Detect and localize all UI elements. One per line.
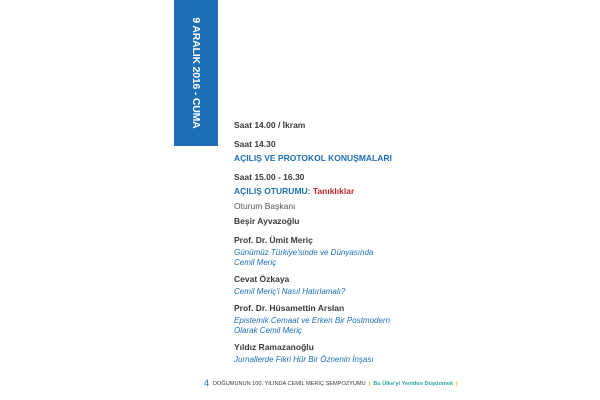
speaker-name: Cevat Özkaya — [234, 274, 290, 284]
slot1-time: Saat 14.00 / İkram — [234, 120, 306, 130]
footer-separator: | — [368, 381, 371, 387]
slot3-title-suffix: Tanıklıklar — [310, 186, 355, 196]
speaker-name: Yıldız Ramazanoğlu — [234, 342, 314, 352]
page-number: 4 — [204, 378, 210, 388]
talk-title-cont: Cemil Meriç — [234, 258, 277, 267]
speaker-entry — [234, 274, 454, 297]
talk-title: Jurnallerde Fikri Hür Bir Öznenin İnşası — [234, 355, 374, 364]
talk-title: Günümüz Türkiye'sinde ve Dünyasında — [234, 248, 374, 257]
page-footer — [204, 378, 461, 388]
talk-title: Epistemik Cemaat ve Erken Bir Postmodern — [234, 316, 391, 325]
speaker-entry — [234, 342, 454, 365]
slot3-title — [234, 186, 454, 197]
program-schedule — [234, 120, 454, 365]
speaker-name: Prof. Dr. Hüsamettin Arslan — [234, 303, 345, 313]
slot3-title-prefix: AÇILIŞ OTURUMU: — [234, 186, 311, 196]
slot2-title: AÇILIŞ VE PROTOKOL KONUŞMALARI — [234, 153, 392, 163]
speaker-entry — [234, 303, 454, 336]
chair-name: Beşir Ayvazoğlu — [234, 216, 300, 226]
speaker-name: Prof. Dr. Ümit Meriç — [234, 235, 313, 245]
slot3-time: Saat 15.00 - 16.30 — [234, 172, 305, 182]
symposium-title: DOĞUMUNUN 100. YILINDA CEMİL MERİÇ SEMPOZYUMU — [213, 381, 366, 387]
footer-slogan: Bu Ülke'yi Yeniden Düşünmek — [373, 381, 454, 387]
talk-title-cont: Olarak Cemil Meriç — [234, 326, 303, 335]
date-label: 9 ARALIK 2016 - CUMA — [190, 17, 202, 129]
talk-title: Cemil Meriç'i Nasıl Hatırlamalı? — [234, 287, 346, 296]
chair-role: Oturum Başkanı — [234, 201, 296, 211]
speaker-entry — [234, 235, 454, 268]
slot2-time: Saat 14.30 — [234, 139, 276, 149]
footer-end-separator: | — [456, 381, 458, 387]
